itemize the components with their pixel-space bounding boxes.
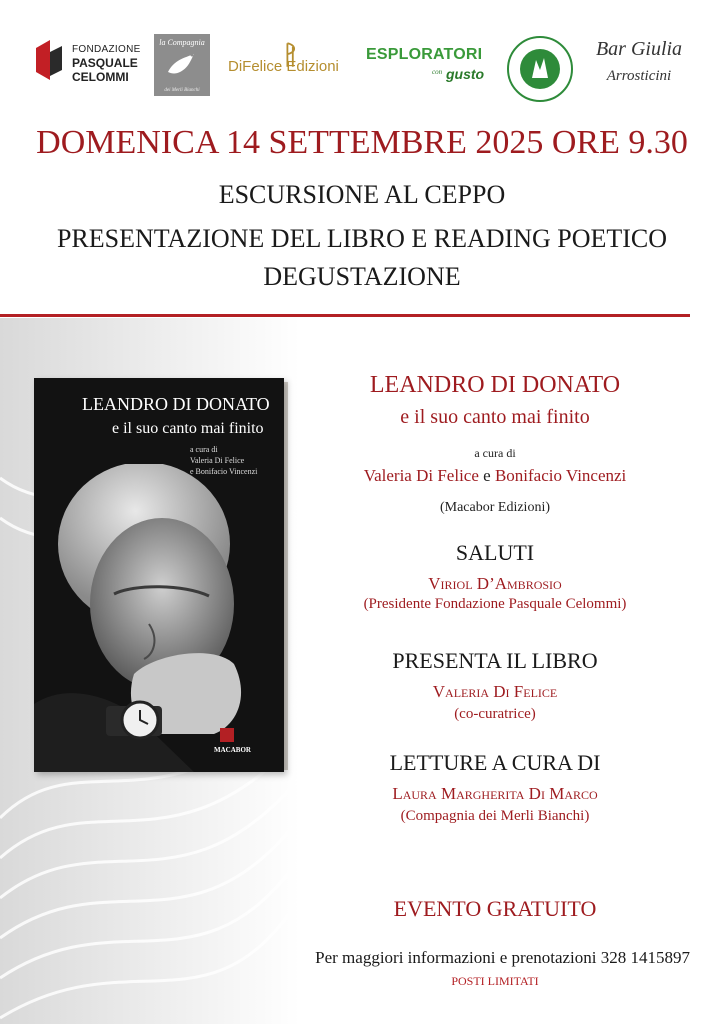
parco-seal-icon [504, 34, 576, 104]
book-cover [34, 378, 284, 772]
book-credits-label: a cura di [190, 445, 218, 454]
program-publisher: (Macabor Edizioni) [439, 500, 550, 515]
difelice-edizioni-logo [228, 40, 356, 80]
activity-tasting: DEGUSTAZIONE [263, 262, 461, 291]
sponsor-logos [0, 28, 724, 108]
merli-line2: dei Merli Bianchi [164, 88, 200, 93]
book-cover-subtitle: e il suo canto mai finito [112, 420, 264, 437]
merli-bianchi-logo [154, 34, 210, 96]
difelice-text: DiFelice Edizioni [228, 58, 339, 75]
presenta-name: Valeria Di Felice [432, 682, 558, 701]
event-date: DOMENICA 14 SETTEMBRE 2025 ORE 9.30 [36, 124, 688, 161]
bar-giulia-tagline: Arrosticini [606, 68, 672, 84]
letture-role: (Compagnia dei Merli Bianchi) [400, 808, 590, 824]
limited-seats-label: POSTI LIMITATI [451, 974, 539, 988]
celommi-line1: FONDAZIONE [72, 44, 141, 55]
program-edited-by: a cura di [474, 446, 516, 460]
activity-excursion: ESCURSIONE AL CEPPO [218, 180, 506, 209]
program-book-subtitle: e il suo canto mai finito [400, 406, 590, 428]
celommi-line3: CELOMMI [72, 70, 129, 84]
presenta-heading: PRESENTA IL LIBRO [392, 648, 598, 673]
celommi-line2: PASQUALE [72, 56, 138, 70]
program-book-title: LEANDRO DI DONATO [369, 372, 621, 398]
saluti-role: (Presidente Fondazione Pasquale Celommi) [363, 596, 627, 612]
author-portrait [34, 464, 284, 772]
program-curators [300, 466, 690, 486]
parco-nazionale-logo [504, 34, 576, 104]
esploratori-text: ESPLORATORI [366, 46, 483, 63]
curator-conjunction: e [483, 466, 491, 485]
book-credit-1: Valeria Di Felice [190, 456, 245, 465]
letture-name: Laura Margherita Di Marco [392, 784, 598, 803]
letture-heading: LETTURE A CURA DI [389, 750, 601, 775]
book-publisher: MACABOR [214, 746, 251, 754]
curator-2: Bonifacio Vincenzi [494, 466, 627, 485]
saluti-heading: SALUTI [455, 540, 535, 565]
merli-line1: la Compagnia [159, 38, 205, 47]
book-credit-2: e Bonifacio Vincenzi [190, 467, 258, 476]
bird-icon [154, 34, 210, 96]
esploratori-con: con [432, 68, 443, 76]
bar-giulia-name: Bar Giulia [595, 38, 683, 60]
esploratori-gusto: gusto [446, 66, 485, 82]
activity-presentation: PRESENTAZIONE DEL LIBRO E READING POETICO [56, 224, 668, 253]
celommi-mark-icon [34, 38, 64, 82]
bar-giulia-logo [584, 38, 694, 94]
divider-rule [0, 314, 690, 317]
free-event-label: EVENTO GRATUITO [393, 896, 597, 921]
macabor-mark-icon [220, 728, 234, 742]
book-page-edge [284, 382, 288, 770]
curator-1: Valeria Di Felice [363, 466, 479, 485]
contact-info: Per maggiori informazioni e prenotazioni 328 1415897 [315, 948, 690, 967]
book-cover-title: LEANDRO DI DONATO [82, 394, 270, 414]
esploratori-logo [366, 42, 502, 92]
presenta-role: (co-curatrice) [454, 706, 536, 722]
saluti-name: Viriol D’Ambrosio [428, 574, 562, 593]
celommi-foundation-logo [34, 34, 144, 90]
